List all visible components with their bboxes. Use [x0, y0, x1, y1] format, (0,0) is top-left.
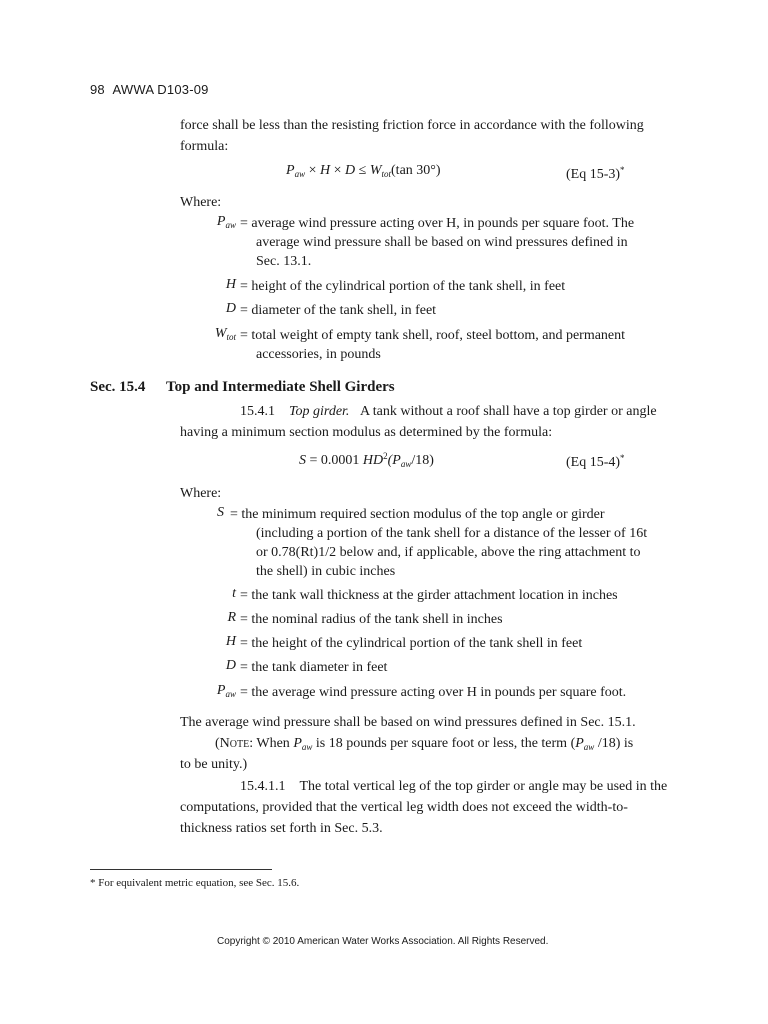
para-15-4-1-line-1: 15.4.1 Top girder. A tank without a roof shall have a top girder or angle — [240, 404, 657, 419]
def-s-line-3: or 0.78(Rt)1/2 below and, if applicable, above the ring attachment to — [256, 545, 641, 560]
def-wtot-line-1: = total weight of empty tank shell, roof, steel bottom, and permanent — [240, 328, 626, 343]
intro-line-2: formula: — [180, 139, 229, 154]
where-label-1: Where: — [180, 195, 222, 210]
equation-15-3: $P_{aw} \times H \times D \le W_{tot}(\tan$ 30°) — [286, 163, 441, 179]
para-15-4-1-1-line-3: thickness ratios set forth in Sec. 5.3. — [180, 821, 383, 836]
def-s-line-1: = the minimum required section modulus of the top angle or girder — [230, 507, 605, 522]
def-paw-2: = the average wind pressure acting over H in pounds per square foot. — [240, 685, 627, 700]
intro-line-1: force shall be less than the resisting friction force in accordance with the following — [180, 118, 644, 133]
symbol-t: t — [232, 586, 236, 601]
copyright-notice: Copyright © 2010 American Water Works Association. All Rights Reserved. — [217, 936, 549, 947]
def-paw-line-3: Sec. 13.1. — [256, 254, 312, 269]
def-paw-line-2: average wind pressure shall be based on wind pressures defined in — [256, 235, 628, 250]
footnote-rule — [90, 869, 272, 870]
para-15-4-1-1-line-2: computations, provided that the vertical leg width does not exceed the width-to- — [180, 800, 628, 815]
equation-15-3-label: (Eq 15-3)* — [566, 165, 625, 182]
def-s-line-4: the shell) in cubic inches — [256, 564, 396, 579]
def-r: = the nominal radius of the tank shell in inches — [240, 612, 503, 627]
symbol-s: S — [217, 505, 224, 520]
def-wtot-line-2: accessories, in pounds — [256, 347, 381, 362]
para-average-wind-pressure: The average wind pressure shall be based on wind pressures defined in Sec. 15.1. — [180, 715, 636, 730]
page-number: 98 — [90, 82, 105, 97]
para-15-4-1-1-line-1: 15.4.1.1 The total vertical leg of the top girder or angle may be used in the — [240, 779, 668, 794]
footnote: * For equivalent metric equation, see Sec. 15.6. — [90, 877, 300, 889]
where-label-2: Where: — [180, 486, 222, 501]
symbol-paw: $P_{aw}$ — [216, 214, 236, 230]
section-number: Sec. 15.4 — [90, 379, 146, 395]
equation-15-4-label: (Eq 15-4)* — [566, 453, 625, 470]
def-d-2: = the tank diameter in feet — [240, 660, 388, 675]
section-title: Top and Intermediate Shell Girders — [166, 379, 395, 395]
symbol-d: D — [225, 301, 236, 316]
note-line-1: (Note: When $P_{aw}$ is 18 pounds per square foot or less, the term ($P_{aw}$ /18) is — [215, 736, 634, 752]
symbol-h-2: H — [225, 634, 236, 649]
def-t: = the tank wall thickness at the girder attachment location in inches — [240, 588, 618, 603]
def-d: = diameter of the tank shell, in feet — [240, 303, 437, 318]
def-s-line-2: (including a portion of the tank shell for a distance of the lesser of 16t — [256, 526, 648, 541]
def-h: = height of the cylindrical portion of the tank shell, in feet — [240, 279, 566, 294]
symbol-wtot: $W_{tot}$ — [214, 326, 236, 342]
symbol-paw-2: $P_{aw}$ — [216, 683, 236, 699]
symbol-r: R — [227, 610, 236, 625]
para-15-4-1-line-2: having a minimum section modulus as determined by the formula: — [180, 425, 553, 440]
def-h-2: = the height of the cylindrical portion of the tank shell in feet — [240, 636, 583, 651]
running-header — [90, 82, 209, 97]
symbol-h: H — [225, 277, 236, 292]
equation-15-4: S = 0.0001 $HD^2(P_{aw}/18)$ — [299, 451, 434, 469]
note-line-2: to be unity.) — [180, 757, 248, 772]
symbol-d-2: D — [225, 658, 236, 673]
document-id: AWWA D103-09 — [112, 82, 209, 97]
def-paw-line-1: = average wind pressure acting over H, in pounds per square foot. The — [240, 216, 635, 231]
